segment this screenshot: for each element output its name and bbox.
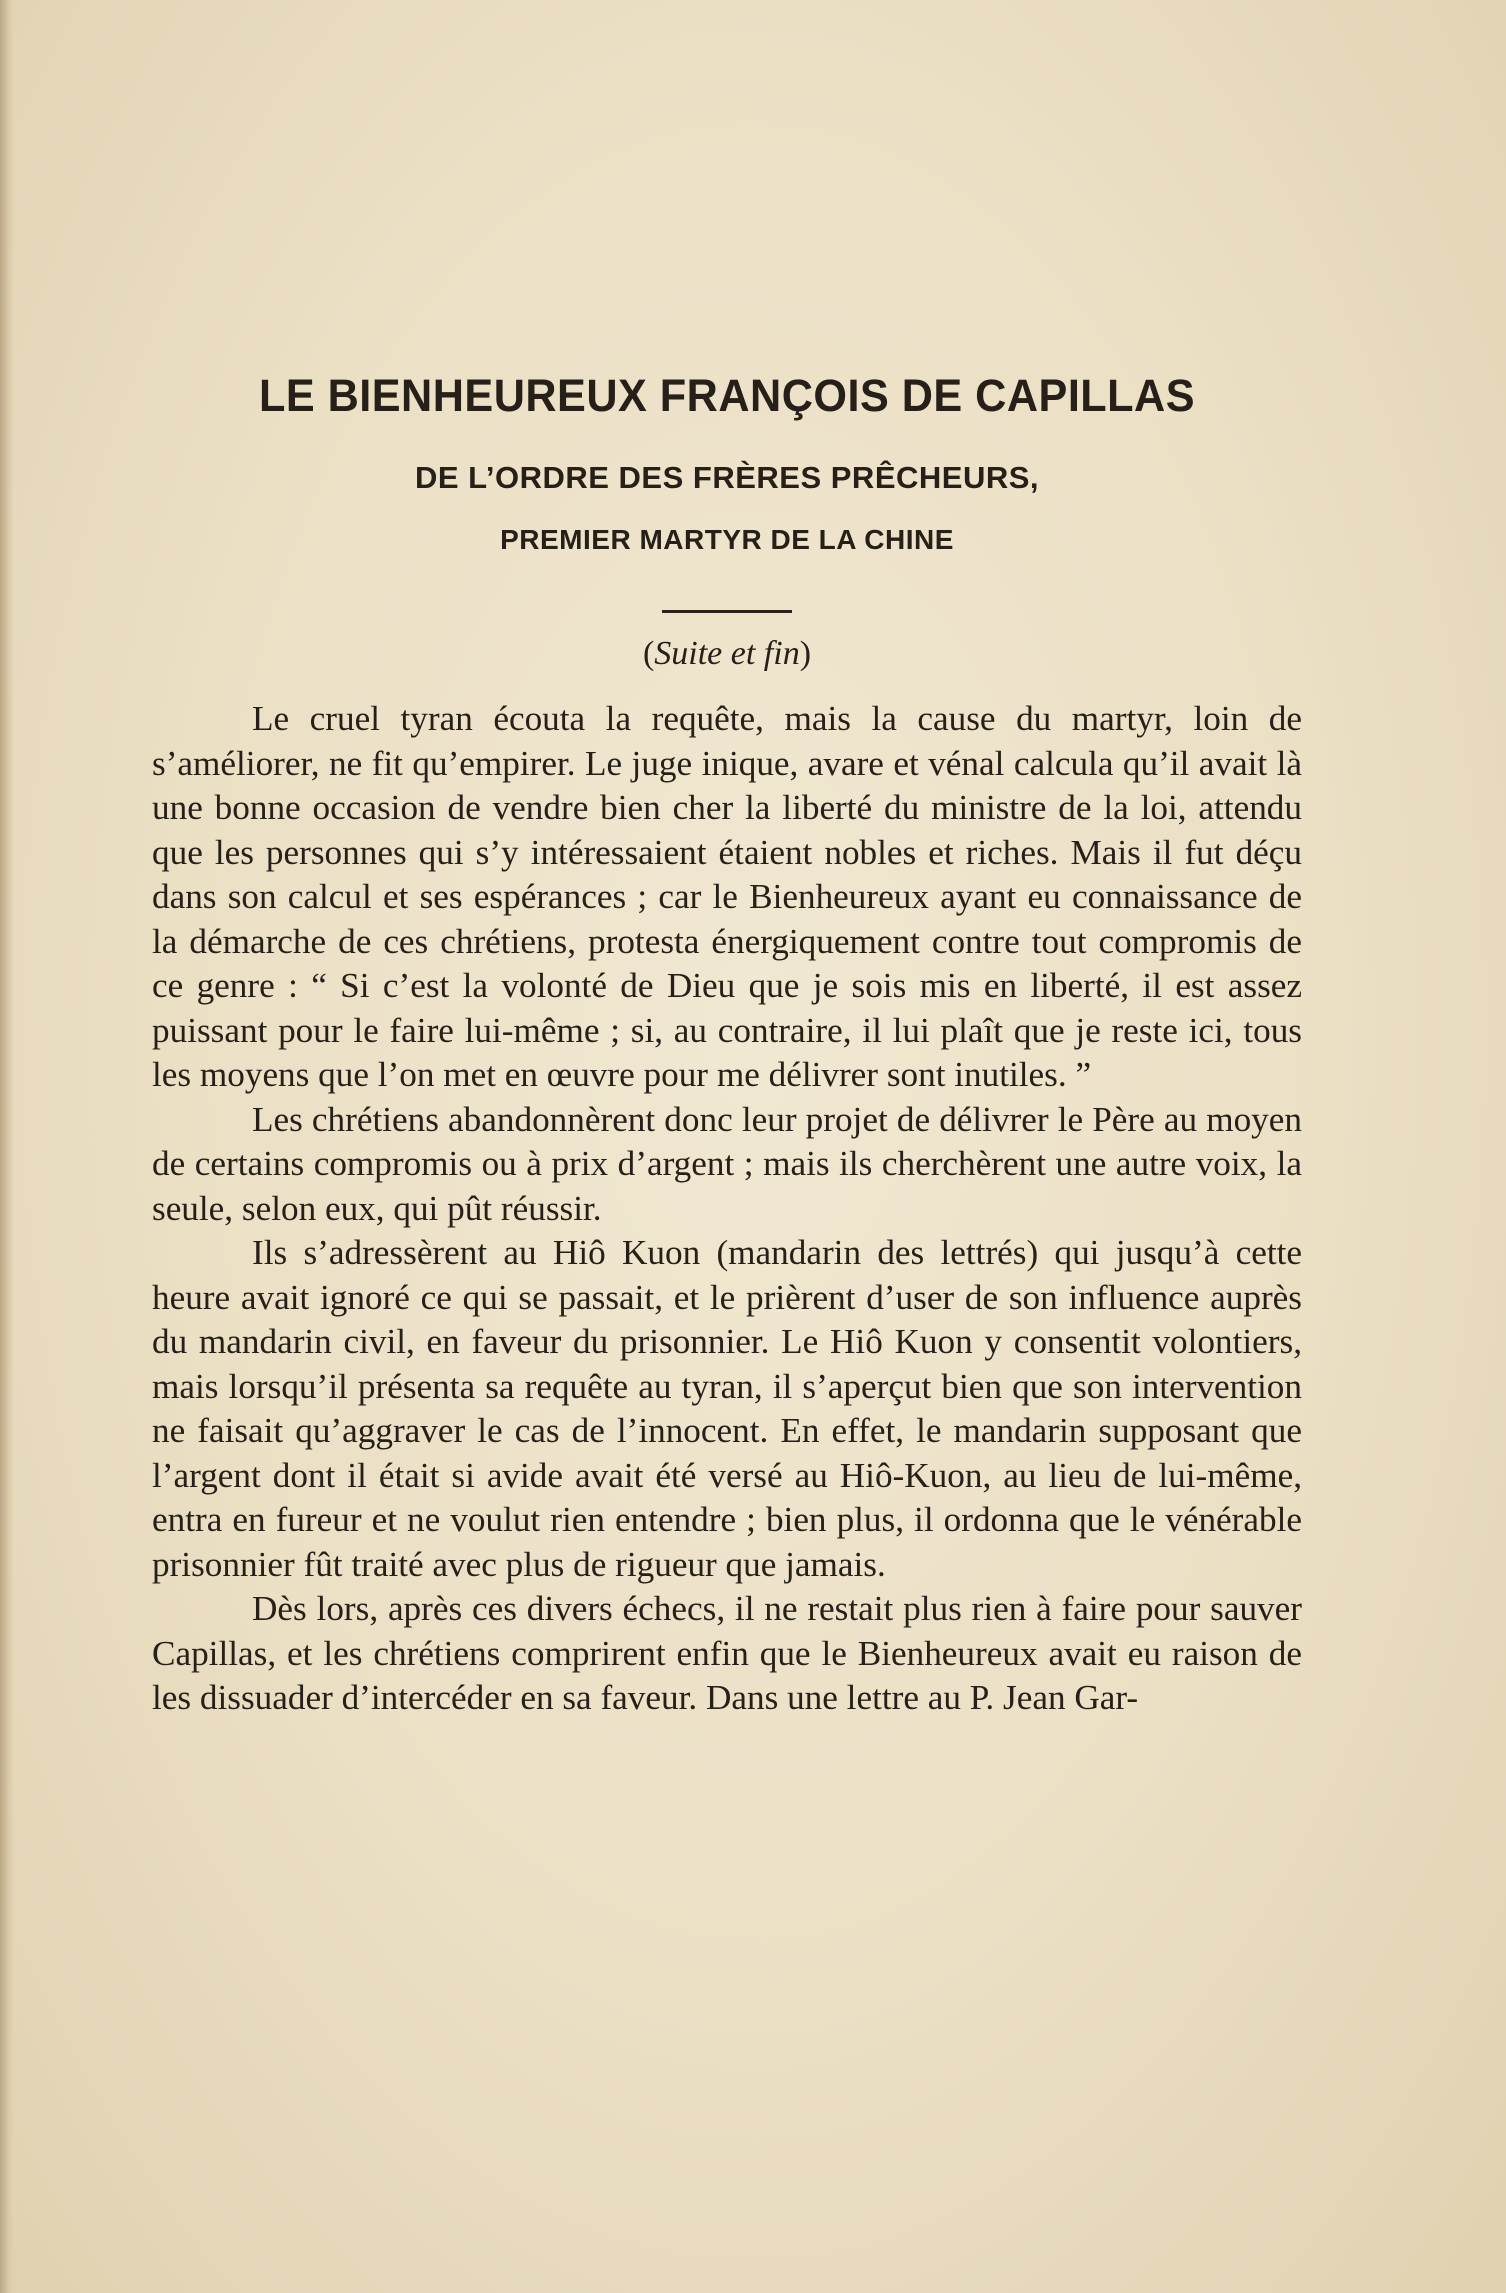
page-subtitle: DE L’ORDRE DES FRÈRES PRÊCHEURS, xyxy=(414,460,1040,495)
continuation-close-paren: ) xyxy=(799,635,812,672)
page-title: LE BIENHEUREUX FRANÇOIS DE CAPILLAS xyxy=(258,370,1196,421)
continuation-text: Suite et fin xyxy=(654,635,800,672)
paragraph-2: Les chrétiens abandonnèrent donc leur projet de délivrer le Père au moyen de certains compromis ou à prix d’argent ; mais ils cherchèrent une autre voix, la seule, selon eux, qui pût réussir. xyxy=(152,1099,1302,1228)
paragraph-4: Dès lors, après ces divers échecs, il ne restait plus rien à faire pour sauver Capillas, et les chrétiens comprirent enfin que le Bienheureux avait eu raison de les dissuader d’intercéder en sa faveur. Dans une lettre au P. Jean Gar- xyxy=(152,1589,1302,1717)
page-subtitle-secondary: PREMIER MARTYR DE LA CHINE xyxy=(500,524,954,555)
paragraph-1: Le cruel tyran écouta la requête, mais la cause du martyr, loin de s’améliorer, ne fit qu’empirer. Le juge inique, avare et vénal calcula qu’il avait là une bonne occasion de vendre bien cher la liberté du ministre de la loi, attendu que les personnes qui s’y intéressaient étaient nobles et riches. Mais il fut déçu dans son calcul et ses espérances ; car le Bienheureux ayant eu connaissance de la démarche de ces chrétiens, protesta énergiquement contre tout compromis de ce genre : “ Si c’est la volonté de Dieu que je sois mis en liberté, il est assez puissant pour le faire lui-même ; si, au contraire, il lui plaît que je reste ici, tous les moyens que l’on met en œuvre pour me délivrer sont inutiles. ” xyxy=(152,699,1302,1094)
page-binding-edge xyxy=(0,0,14,2293)
page-content xyxy=(152,370,1302,1721)
continuation-note xyxy=(152,635,1302,673)
paragraph-3: Ils s’adressèrent au Hiô Kuon (mandarin des lettrés) qui jusqu’à cette heure avait ignoré ce qui se passait, et le prièrent d’user de son influence auprès du mandarin civil, en faveur du prisonnier. Le Hiô Kuon y consentit volontiers, mais lorsqu’il présenta sa requête au tyran, il s’aperçut bien que son intervention ne faisait qu’aggraver le cas de l’innocent. En effet, le mandarin supposant que l’argent dont il était si avide avait été versé au Hiô-Kuon, au lieu de lui-même, entra en fureur et ne voulut rien entendre ; bien plus, il ordonna que le vénérable prisonnier fût traité avec plus de rigueur que jamais. xyxy=(152,1233,1302,1584)
section-divider xyxy=(662,610,792,613)
continuation-open-paren: ( xyxy=(642,635,655,672)
